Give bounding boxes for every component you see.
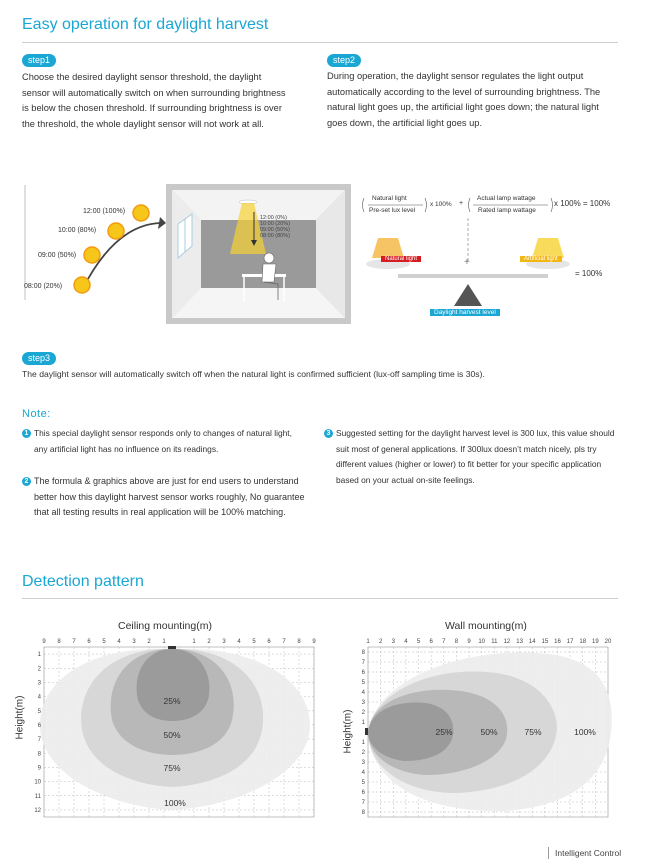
ceiling-y-tick: 11	[34, 793, 41, 800]
harvest-level-tag: Daylight harvest level	[430, 309, 500, 316]
formula-actual-num: Actual lamp wattage	[477, 195, 536, 202]
note-item	[22, 426, 302, 457]
zone-25	[137, 649, 210, 721]
wall-x-tick: 19	[592, 639, 599, 645]
wall-y-tick: 3	[361, 760, 365, 766]
room-illustration	[166, 184, 351, 324]
wall-zone-label: 50%	[480, 727, 498, 737]
sun-label-1000: 10:00 (80%)	[58, 227, 97, 234]
wall-pattern-chart	[356, 635, 618, 820]
ceiling-x-tick: 1	[162, 639, 166, 645]
note-text: This special daylight sensor responds only to changes of natural light, any artificial light has no influence on its readings.	[34, 428, 292, 454]
ceiling-x-tick: 7	[72, 639, 76, 645]
wall-y-tick: 7	[361, 660, 365, 666]
step3-text: The daylight sensor will automatically switch off when the natural light is confirmed sufficient (lux-off sampling time is 30s).	[22, 369, 485, 379]
wall-x-tick: 5	[416, 639, 421, 645]
wall-y-tick: 2	[361, 710, 365, 716]
wall-x-tick: 16	[554, 639, 561, 645]
wall-x-tick: 2	[378, 639, 383, 645]
ceiling-x-tick: 2	[207, 639, 211, 645]
footer-divider	[548, 847, 549, 859]
wall-y-tick: 2	[361, 750, 365, 756]
ceiling-y-axis-label: Height(m)	[14, 695, 26, 740]
note-number: 1	[22, 429, 31, 438]
detection-divider	[22, 598, 618, 599]
ceiling-x-tick: 7	[282, 639, 286, 645]
balance-result: = 100%	[575, 269, 603, 278]
ceiling-y-tick: 8	[37, 751, 41, 758]
section-title: Easy operation for daylight harvest	[22, 16, 269, 33]
formula-natural-num: Natural light	[372, 195, 407, 202]
ceiling-x-tick: 9	[312, 639, 316, 645]
wall-y-tick: 6	[361, 670, 365, 676]
ceiling-pattern-chart	[30, 635, 325, 820]
ceiling-zone-label: 100%	[164, 798, 186, 808]
wall-x-tick: 18	[579, 639, 587, 645]
ceiling-x-tick: 3	[222, 639, 226, 645]
wall-zone-label: 25%	[435, 727, 453, 737]
step1-text: Choose the desired daylight sensor threshold, the daylight sensor will automatically switch on when surrounding brightness is below the chosen threshold. If surrounding brightness is over the threshold, the whole daylight sensor will not work at all.	[22, 72, 286, 129]
ceiling-x-tick: 4	[117, 639, 121, 645]
formula-plus: +	[459, 200, 464, 207]
step2-badge: step2	[327, 54, 361, 67]
ceiling-chart-title: Ceiling mounting(m)	[118, 620, 212, 632]
detection-title: Detection pattern	[22, 573, 144, 590]
note-text: The formula & graphics above are just for end users to understand better how this daylight harvest sensor works roughly, No guarantee that all testing results in real application will be 100% matching.	[34, 476, 305, 517]
ceiling-x-tick: 8	[297, 639, 301, 645]
section-divider	[22, 42, 618, 43]
note-item	[324, 426, 618, 488]
step3-badge: step3	[22, 352, 56, 365]
wall-x-tick: 10	[478, 639, 486, 645]
wall-x-tick: 11	[491, 639, 498, 645]
ceiling-zone-label: 50%	[163, 730, 181, 740]
readout-line: 12:00 (0%)	[260, 215, 287, 221]
readout-line: 09:00 (50%)	[260, 227, 290, 233]
ceiling-x-tick: 4	[237, 639, 241, 645]
ceiling-y-tick: 1	[37, 652, 41, 659]
formula-actual-den: Rated lamp wattage	[478, 207, 536, 214]
wall-y-tick: 6	[361, 790, 365, 796]
ceiling-y-tick: 7	[37, 737, 41, 744]
ceiling-x-tick: 5	[102, 639, 106, 645]
ceiling-x-tick: 6	[87, 639, 91, 645]
wall-y-tick: 5	[361, 780, 365, 786]
ceiling-y-tick: 10	[34, 779, 41, 786]
wall-x-tick: 17	[566, 639, 574, 645]
ceiling-x-tick: 3	[132, 639, 136, 645]
wall-x-tick: 14	[528, 639, 536, 645]
formula-result: x 100% = 100%	[554, 199, 611, 208]
wall-x-tick: 6	[429, 639, 433, 645]
wall-x-tick: 8	[454, 639, 459, 645]
formula-natural-den: Pre-set lux level	[369, 207, 416, 214]
sun-label-1200: 12:00 (100%)	[83, 208, 126, 215]
note-title: Note:	[22, 408, 51, 420]
readout-line: 08:00 (80%)	[260, 233, 290, 239]
wall-y-tick: 4	[361, 690, 365, 696]
ceiling-y-tick: 2	[37, 666, 41, 673]
note-number: 2	[22, 477, 31, 486]
ceiling-x-tick: 2	[147, 639, 151, 645]
ceiling-y-tick: 3	[37, 680, 41, 687]
wall-x-tick: 20	[604, 639, 612, 645]
wall-chart-title: Wall mounting(m)	[445, 620, 527, 632]
sun-label-0900: 09:00 (50%)	[38, 252, 77, 259]
ceiling-x-tick: 1	[192, 639, 196, 645]
note-number: 3	[324, 429, 333, 438]
ceiling-zone-label: 75%	[163, 763, 181, 773]
wall-y-tick: 8	[361, 810, 365, 816]
wall-y-tick: 8	[361, 650, 365, 656]
room-readout	[260, 215, 290, 239]
step2-text: During operation, the daylight sensor regulates the light output automatically according to the level of surrounding brightness. The natural light goes up, the artificial light goes down; the natural light goes down, the artificial light goes up.	[327, 71, 601, 128]
wall-x-tick: 4	[404, 639, 408, 645]
wall-x-tick: 1	[366, 639, 370, 645]
wall-y-tick: 5	[361, 680, 365, 686]
ceiling-y-tick: 12	[34, 807, 41, 814]
wall-x-tick: 3	[391, 639, 395, 645]
wall-y-tick: 7	[361, 800, 365, 806]
wall-y-tick: 1	[361, 740, 365, 746]
wall-y-tick: 1	[361, 720, 365, 726]
wall-x-tick: 12	[503, 639, 511, 645]
footer-text: Intelligent Control	[555, 848, 622, 858]
wall-zone-label: 100%	[574, 727, 596, 737]
wall-y-tick: 3	[361, 700, 365, 706]
ceiling-x-tick: 5	[252, 639, 256, 645]
artificial-light-tag: Artificial light	[520, 256, 562, 262]
wall-y-axis-label: Height(m)	[342, 709, 354, 754]
step1-badge: step1	[22, 54, 56, 67]
ceiling-y-tick: 6	[37, 722, 41, 729]
readout-line: 10:00 (20%)	[260, 221, 290, 227]
wall-x-tick: 7	[442, 639, 446, 645]
wall-x-tick: 15	[541, 639, 549, 645]
wall-zone-label: 75%	[524, 727, 542, 737]
wall-y-tick: 4	[361, 770, 365, 776]
ceiling-zone-label: 25%	[163, 696, 181, 706]
ceiling-x-tick: 8	[57, 639, 61, 645]
ceiling-y-tick: 9	[37, 765, 41, 772]
note-item	[22, 474, 307, 521]
natural-light-tag: Natural light	[381, 256, 421, 262]
formula-times: x 100%	[430, 201, 452, 208]
balance-plus: +	[464, 257, 470, 268]
wall-x-tick: 13	[516, 639, 523, 645]
sun-label-0800: 08:00 (20%)	[24, 283, 63, 290]
sun-icon	[74, 205, 149, 293]
ceiling-y-tick: 5	[37, 708, 41, 715]
ceiling-x-tick: 9	[42, 639, 46, 645]
ceiling-x-tick: 6	[267, 639, 271, 645]
wall-x-tick: 9	[467, 639, 471, 645]
note-text: Suggested setting for the daylight harvest level is 300 lux, this value should suit most of general applications. If 300lux doesn’t match nicely, pls try different values (higher or lower) to fit better for your specific application based on your actual on-site feelings.	[336, 428, 615, 485]
ceiling-y-tick: 4	[37, 694, 41, 701]
